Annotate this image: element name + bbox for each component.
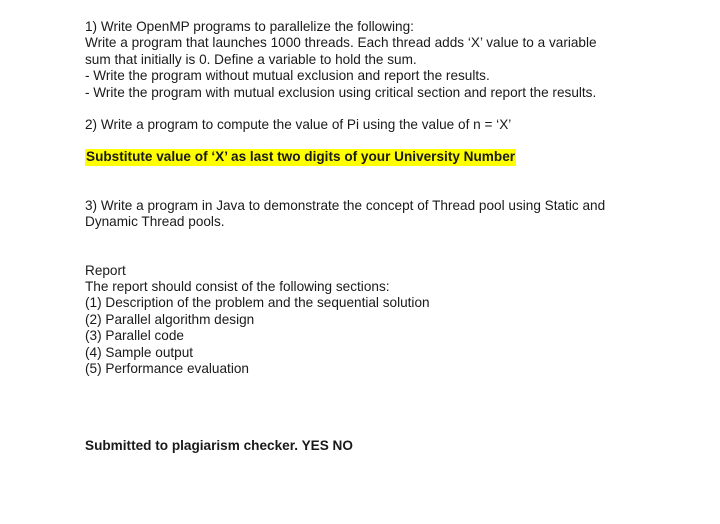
question-3	[85, 198, 685, 231]
report-section-item: (5) Performance evaluation	[85, 361, 249, 377]
question-3-line-2: Dynamic Thread pools.	[85, 214, 225, 230]
spacer	[85, 101, 685, 117]
question-3-line-1: 3) Write a program in Java to demonstrate the concept of Thread pool using Static and	[85, 197, 606, 213]
report-section	[85, 263, 685, 378]
question-2-text: 2) Write a program to compute the value of Pi using the value of n = ‘X’	[85, 117, 512, 133]
question-1-bullet-with-mutex: - Write the program with mutual exclusion using critical section and report the results.	[85, 84, 597, 100]
highlighted-note: Substitute value of ‘X’ as last two digits of your University Number	[86, 149, 516, 165]
question-1-title: 1) Write OpenMP programs to parallelize the following:	[85, 19, 414, 34]
substitution-note	[85, 149, 685, 165]
report-section-item: (4) Sample output	[85, 344, 194, 360]
report-intro: The report should consist of the following sections:	[85, 279, 390, 295]
question-1-body-line-2: sum that initially is 0. Define a variable to hold the sum.	[85, 51, 417, 67]
spacer	[85, 133, 685, 149]
report-heading: Report	[85, 262, 126, 278]
plagiarism-footer	[85, 438, 685, 454]
question-1-bullet-without-mutex: - Write the program without mutual exclusion and report the results.	[85, 68, 490, 84]
spacer	[85, 166, 685, 198]
report-section-item: (3) Parallel code	[85, 328, 184, 344]
question-1	[85, 19, 685, 101]
question-1-body-line-1: Write a program that launches 1000 threads. Each thread adds ‘X’ value to a variable	[85, 35, 597, 51]
spacer	[85, 231, 685, 263]
assignment-document	[85, 19, 685, 454]
report-section-item: (2) Parallel algorithm design	[85, 311, 255, 327]
report-section-item: (1) Description of the problem and the sequential solution	[85, 295, 430, 311]
question-2	[85, 117, 685, 133]
plagiarism-statement: Submitted to plagiarism checker. YES NO	[85, 437, 353, 453]
spacer	[85, 378, 685, 438]
